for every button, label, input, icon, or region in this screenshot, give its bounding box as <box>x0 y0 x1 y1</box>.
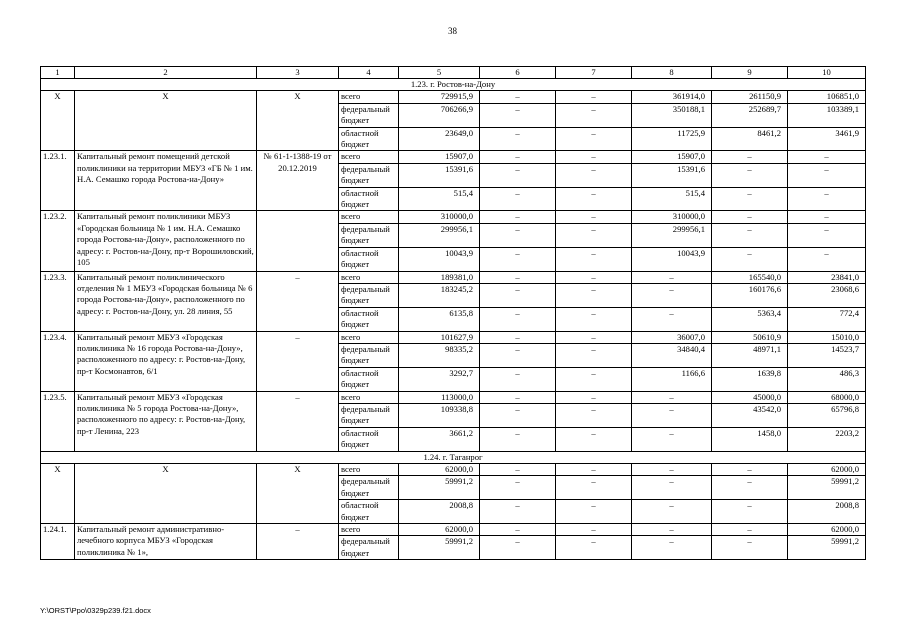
value-v9: 43542,0 <box>712 403 788 427</box>
value-v9: 50610,9 <box>712 331 788 343</box>
value-v7: – <box>556 187 632 211</box>
value-v8: – <box>632 427 712 451</box>
value-v10: 2008,8 <box>788 500 866 524</box>
value-v8: – <box>632 476 712 500</box>
item-document <box>257 211 339 271</box>
value-v6: – <box>480 464 556 476</box>
value-v7: – <box>556 151 632 163</box>
funding-source: федеральный бюджет <box>339 343 399 367</box>
value-total: 98335,2 <box>399 343 480 367</box>
value-v8: – <box>632 464 712 476</box>
value-v10: – <box>788 187 866 211</box>
value-v7: – <box>556 283 632 307</box>
value-v8: – <box>632 391 712 403</box>
value-v8: 11725,9 <box>632 127 712 151</box>
value-total: 2008,8 <box>399 500 480 524</box>
item-document: – <box>257 331 339 391</box>
value-total: 109338,8 <box>399 403 480 427</box>
header-row <box>41 67 866 79</box>
value-v9: – <box>712 524 788 536</box>
value-v9: 48971,1 <box>712 343 788 367</box>
funding-source: федеральный бюджет <box>339 476 399 500</box>
value-v6: – <box>480 403 556 427</box>
value-v10: 3461,9 <box>788 127 866 151</box>
value-v6: – <box>480 367 556 391</box>
item-number: Х <box>41 464 75 524</box>
funding-source: областной бюджет <box>339 247 399 271</box>
value-v8: – <box>632 524 712 536</box>
value-total: 59991,2 <box>399 476 480 500</box>
funding-source: областной бюджет <box>339 367 399 391</box>
value-v10: 59991,2 <box>788 536 866 560</box>
value-v6: – <box>480 271 556 283</box>
value-v7: – <box>556 500 632 524</box>
column-header: 10 <box>788 67 866 79</box>
value-v10: 23841,0 <box>788 271 866 283</box>
value-v10: 15010,0 <box>788 331 866 343</box>
value-v8: 15391,6 <box>632 163 712 187</box>
funding-source: областной бюджет <box>339 500 399 524</box>
value-v8: 15907,0 <box>632 151 712 163</box>
column-header: 7 <box>556 67 632 79</box>
value-v8: 10043,9 <box>632 247 712 271</box>
value-v6: – <box>480 103 556 127</box>
value-v10: – <box>788 151 866 163</box>
value-v10: – <box>788 247 866 271</box>
file-path-footer: Y:\ORST\Ppo\0329p239.f21.docx <box>40 606 151 615</box>
value-v9: 165540,0 <box>712 271 788 283</box>
value-v9: – <box>712 247 788 271</box>
value-total: 729915,9 <box>399 91 480 103</box>
funding-source: федеральный бюджет <box>339 103 399 127</box>
table-body <box>41 79 866 560</box>
value-v10: 59991,2 <box>788 476 866 500</box>
column-header: 9 <box>712 67 788 79</box>
table-row <box>41 391 866 403</box>
value-v10: 106851,0 <box>788 91 866 103</box>
value-v7: – <box>556 476 632 500</box>
item-number: 1.23.2. <box>41 211 75 271</box>
value-total: 6135,8 <box>399 307 480 331</box>
table-row <box>41 524 866 536</box>
item-document: – <box>257 391 339 451</box>
item-document: – <box>257 524 339 560</box>
value-v9: – <box>712 500 788 524</box>
value-total: 310000,0 <box>399 211 480 223</box>
value-v6: – <box>480 536 556 560</box>
item-name: Капитальный ремонт поликлиники МБУЗ «Городская больница № 1 им. Н.А. Семашко города Ростова-на-Дону», расположенного по адресу: г. Ростов-на-Дону, пр-т Ворошиловский, 105 <box>75 211 257 271</box>
value-v8: 350188,1 <box>632 103 712 127</box>
section-title: 1.24. г. Таганрог <box>41 451 866 463</box>
funding-source: всего <box>339 271 399 283</box>
value-total: 706266,9 <box>399 103 480 127</box>
value-v9: 5363,4 <box>712 307 788 331</box>
funding-source: всего <box>339 391 399 403</box>
item-number: 1.23.1. <box>41 151 75 211</box>
value-v9: – <box>712 163 788 187</box>
value-total: 515,4 <box>399 187 480 211</box>
value-v10: 14523,7 <box>788 343 866 367</box>
value-total: 15391,6 <box>399 163 480 187</box>
section-row <box>41 451 866 463</box>
value-v6: – <box>480 163 556 187</box>
item-name: Капитальный ремонт МБУЗ «Городская поликлиника № 16 города Ростова-на-Дону», расположенного по адресу: г. Ростов-на-Дону, пр-т Космонавтов, 6/1 <box>75 331 257 391</box>
value-v10: 2203,2 <box>788 427 866 451</box>
value-v6: – <box>480 343 556 367</box>
value-total: 59991,2 <box>399 536 480 560</box>
value-v10: 486,3 <box>788 367 866 391</box>
item-number: 1.23.5. <box>41 391 75 451</box>
table-row <box>41 271 866 283</box>
item-number: 1.23.3. <box>41 271 75 331</box>
value-v6: – <box>480 187 556 211</box>
item-document: Х <box>257 91 339 151</box>
value-v8: 515,4 <box>632 187 712 211</box>
funding-source: всего <box>339 524 399 536</box>
item-name: Х <box>75 464 257 524</box>
value-v8: – <box>632 283 712 307</box>
value-v7: – <box>556 103 632 127</box>
value-total: 23649,0 <box>399 127 480 151</box>
value-v9: 45000,0 <box>712 391 788 403</box>
value-v6: – <box>480 391 556 403</box>
value-v8: – <box>632 307 712 331</box>
funding-source: федеральный бюджет <box>339 536 399 560</box>
value-v8: 299956,1 <box>632 223 712 247</box>
column-header: 3 <box>257 67 339 79</box>
value-v9: – <box>712 211 788 223</box>
value-v9: – <box>712 536 788 560</box>
table-row <box>41 331 866 343</box>
value-v8: 1166,6 <box>632 367 712 391</box>
funding-source: областной бюджет <box>339 427 399 451</box>
funding-source: областной бюджет <box>339 307 399 331</box>
value-total: 3661,2 <box>399 427 480 451</box>
column-header: 1 <box>41 67 75 79</box>
value-v6: – <box>480 91 556 103</box>
value-v9: 8461,2 <box>712 127 788 151</box>
table-row <box>41 464 866 476</box>
table-row <box>41 91 866 103</box>
value-total: 101627,9 <box>399 331 480 343</box>
item-name: Капитальный ремонт помещений детской поликлиники на территории МБУЗ «ГБ № 1 им. Н.А. Семашко города Ростова-на-Дону» <box>75 151 257 211</box>
value-v6: – <box>480 476 556 500</box>
value-v7: – <box>556 271 632 283</box>
value-v10: 23068,6 <box>788 283 866 307</box>
value-v7: – <box>556 391 632 403</box>
value-v6: – <box>480 223 556 247</box>
item-number: 1.24.1. <box>41 524 75 560</box>
value-total: 299956,1 <box>399 223 480 247</box>
value-v10: 103389,1 <box>788 103 866 127</box>
item-document: № 61-1-1388-19 от 20.12.2019 <box>257 151 339 211</box>
value-total: 62000,0 <box>399 524 480 536</box>
value-v6: – <box>480 427 556 451</box>
value-v10: 772,4 <box>788 307 866 331</box>
funding-source: федеральный бюджет <box>339 223 399 247</box>
funding-source: федеральный бюджет <box>339 283 399 307</box>
value-v6: – <box>480 127 556 151</box>
value-v10: 65796,8 <box>788 403 866 427</box>
value-v7: – <box>556 367 632 391</box>
value-v7: – <box>556 403 632 427</box>
item-name: Х <box>75 91 257 151</box>
value-v6: – <box>480 307 556 331</box>
value-total: 189381,0 <box>399 271 480 283</box>
value-total: 113000,0 <box>399 391 480 403</box>
item-document: Х <box>257 464 339 524</box>
value-v6: – <box>480 283 556 307</box>
value-v7: – <box>556 247 632 271</box>
column-header: 5 <box>399 67 480 79</box>
funding-source: всего <box>339 211 399 223</box>
item-name: Капитальный ремонт административно-лечебного корпуса МБУЗ «Городская поликлиника № 1», <box>75 524 257 560</box>
value-total: 15907,0 <box>399 151 480 163</box>
item-name: Капитальный ремонт поликлинического отделения № 1 МБУЗ «Городская больница № 6 города Ростова-на-Дону», расположенного по адресу: г. Ростов-на-Дону, ул. 28 линия, 55 <box>75 271 257 331</box>
value-total: 10043,9 <box>399 247 480 271</box>
value-v7: – <box>556 211 632 223</box>
column-header: 2 <box>75 67 257 79</box>
value-v9: 252689,7 <box>712 103 788 127</box>
value-v10: – <box>788 211 866 223</box>
value-v9: – <box>712 464 788 476</box>
value-v10: 62000,0 <box>788 524 866 536</box>
value-v8: – <box>632 500 712 524</box>
value-v7: – <box>556 427 632 451</box>
value-v6: – <box>480 524 556 536</box>
item-document: – <box>257 271 339 331</box>
value-v7: – <box>556 127 632 151</box>
column-header: 4 <box>339 67 399 79</box>
value-v8: – <box>632 536 712 560</box>
value-v8: 34840,4 <box>632 343 712 367</box>
item-name: Капитальный ремонт МБУЗ «Городская поликлиника № 5 города Ростова-на-Дону», расположенного по адресу: г. Ростов-на-Дону, пр-т Ленина, 223 <box>75 391 257 451</box>
value-v10: – <box>788 163 866 187</box>
value-v7: – <box>556 536 632 560</box>
value-v8: 310000,0 <box>632 211 712 223</box>
value-total: 3292,7 <box>399 367 480 391</box>
value-v9: – <box>712 476 788 500</box>
item-number: 1.23.4. <box>41 331 75 391</box>
value-v9: 1458,0 <box>712 427 788 451</box>
column-header: 6 <box>480 67 556 79</box>
value-v7: – <box>556 524 632 536</box>
value-v7: – <box>556 91 632 103</box>
value-v6: – <box>480 247 556 271</box>
value-v7: – <box>556 464 632 476</box>
value-v7: – <box>556 307 632 331</box>
value-v10: – <box>788 223 866 247</box>
value-total: 62000,0 <box>399 464 480 476</box>
value-v7: – <box>556 163 632 187</box>
value-v8: 36007,0 <box>632 331 712 343</box>
value-v6: – <box>480 331 556 343</box>
value-v7: – <box>556 223 632 247</box>
funding-source: всего <box>339 151 399 163</box>
funding-source: всего <box>339 331 399 343</box>
value-v10: 62000,0 <box>788 464 866 476</box>
value-v9: 160176,6 <box>712 283 788 307</box>
value-v7: – <box>556 343 632 367</box>
funding-source: федеральный бюджет <box>339 163 399 187</box>
value-v9: 1639,8 <box>712 367 788 391</box>
value-v9: – <box>712 223 788 247</box>
value-v6: – <box>480 211 556 223</box>
page-number: 38 <box>448 26 457 36</box>
value-total: 183245,2 <box>399 283 480 307</box>
table-row <box>41 151 866 163</box>
funding-source: всего <box>339 464 399 476</box>
value-v8: 361914,0 <box>632 91 712 103</box>
value-v8: – <box>632 403 712 427</box>
budget-table <box>40 66 866 560</box>
table-row <box>41 211 866 223</box>
funding-source: всего <box>339 91 399 103</box>
item-number: Х <box>41 91 75 151</box>
value-v9: – <box>712 187 788 211</box>
value-v10: 68000,0 <box>788 391 866 403</box>
value-v8: – <box>632 271 712 283</box>
funding-source: федеральный бюджет <box>339 403 399 427</box>
column-header: 8 <box>632 67 712 79</box>
value-v6: – <box>480 151 556 163</box>
section-row <box>41 79 866 91</box>
value-v9: – <box>712 151 788 163</box>
funding-source: областной бюджет <box>339 187 399 211</box>
value-v9: 261150,9 <box>712 91 788 103</box>
section-title: 1.23. г. Ростов-на-Дону <box>41 79 866 91</box>
value-v7: – <box>556 331 632 343</box>
funding-source: областной бюджет <box>339 127 399 151</box>
value-v6: – <box>480 500 556 524</box>
